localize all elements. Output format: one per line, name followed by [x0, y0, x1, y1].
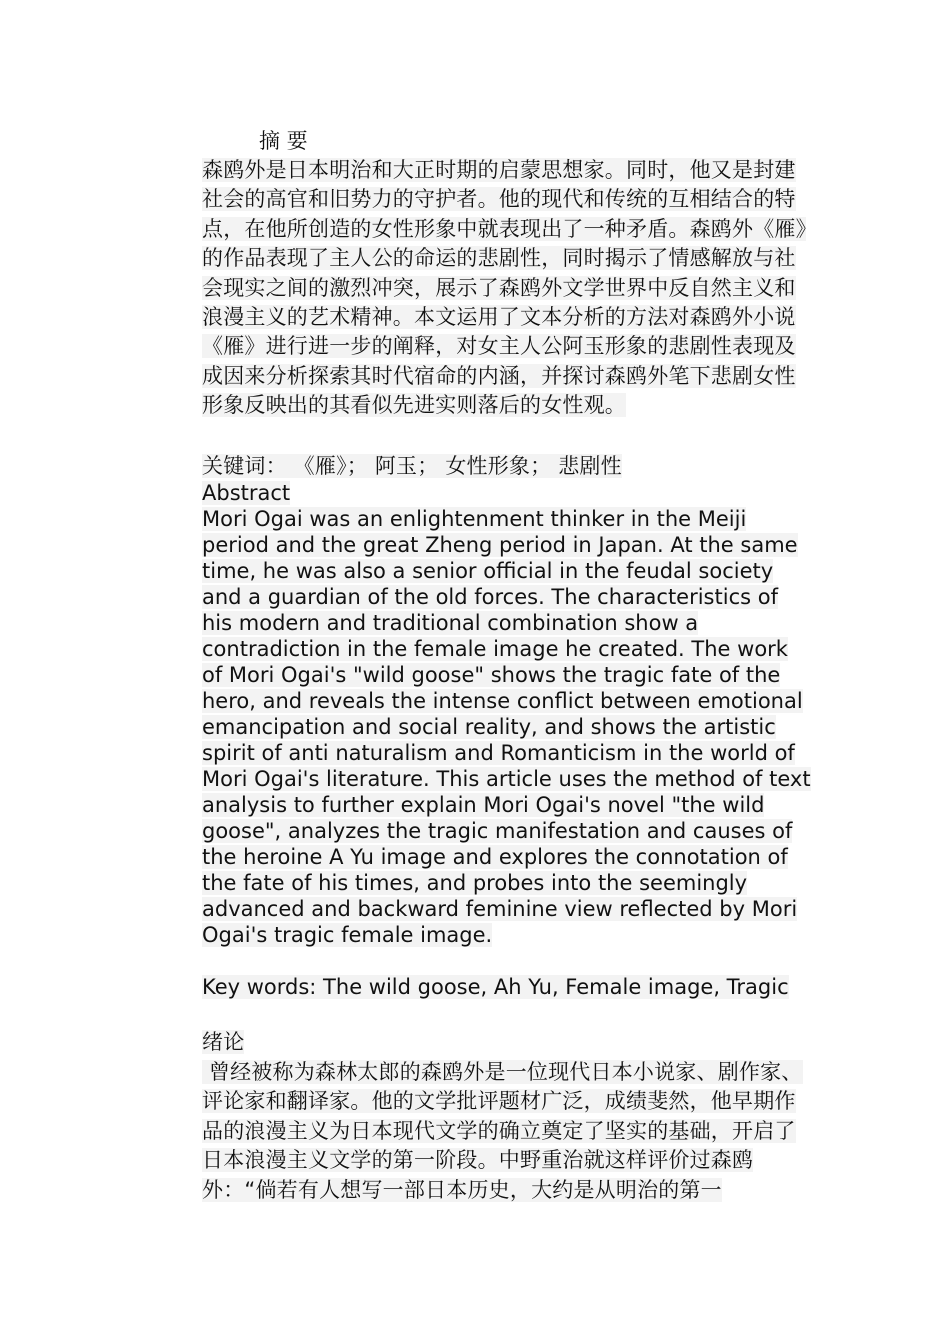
abstract-en-keywords [202, 974, 812, 1000]
abstract-cn-keywords-text: 关键词： 《雁》； 阿玉； 女性形象； 悲剧性 [202, 454, 622, 478]
abstract-cn-title: 摘 要 [259, 129, 308, 153]
abstract-en-body-text: Mori Ogai was an enlightenment thinker in the Meiji period and the great Zheng period in Japan. At the same time, he was also a senior official in the feudal society and a guardian of the old forces. The characteristics of his modern and traditional combination show a contradiction in the female image he created. The work of Mori Ogai's "wild goose" shows the tragic fate of the hero, and reveals the intense conflict between emotional emancipation and social reality, and shows the artistic spirit of anti naturalism and Romanticism in the world of Mori Ogai's literature. This article uses the method of text analysis to further explain Mori Ogai's novel "the wild goose", analyzes the tragic manifestation and causes of the heroine A Yu image and explores the connotation of the fate of his times, and probes into the seemingly advanced and backward feminine view reflected by Mori Ogai's tragic female image. [202, 507, 811, 947]
abstract-cn-body [202, 156, 812, 421]
abstract-en-body [202, 506, 812, 948]
introduction-body [202, 1058, 812, 1205]
introduction-title-text: 绪论 [202, 1030, 245, 1054]
introduction-body-text: 曾经被称为森林太郎的森鸥外是一位现代日本小说家、剧作家、评论家和翻译家。他的文学批评题材广泛，成绩斐然，他早期作品的浪漫主义为日本现代文学的确立奠定了坚实的基础，开启了日本浪漫主义文学的第一阶段。中野重治就这样评价过森鸥外：“倘若有人想写一部日本历史，大约是从明治的第一 [202, 1060, 803, 1202]
abstract-en-title-text: Abstract [202, 481, 291, 505]
abstract-en-title [202, 480, 812, 506]
abstract-en-keywords-text: Key words: The wild goose, Ah Yu, Female image, Tragic [202, 975, 789, 999]
introduction-title [202, 1028, 812, 1057]
abstract-cn-keywords [202, 452, 812, 481]
abstract-cn-body-text: 森鸥外是日本明治和大正时期的启蒙思想家。同时，他又是封建社会的高官和旧势力的守护者。他的现代和传统的互相结合的特点，在他所创造的女性形象中就表现出了一种矛盾。森鸥外《雁》的作品表现了主人公的命运的悲剧性，同时揭示了情感解放与社会现实之间的激烈冲突，展示了森鸥外文学世界中反自然主义和浪漫主义的艺术精神。本文运用了文本分析的方法对森鸥外小说《雁》进行进一步的阐释，对女主人公阿玉形象的悲剧性表现及成因来分析探索其时代宿命的内涵，并探讨森鸥外笔下悲剧女性形象反映出的其看似先进实则落后的女性观。 [202, 158, 807, 418]
